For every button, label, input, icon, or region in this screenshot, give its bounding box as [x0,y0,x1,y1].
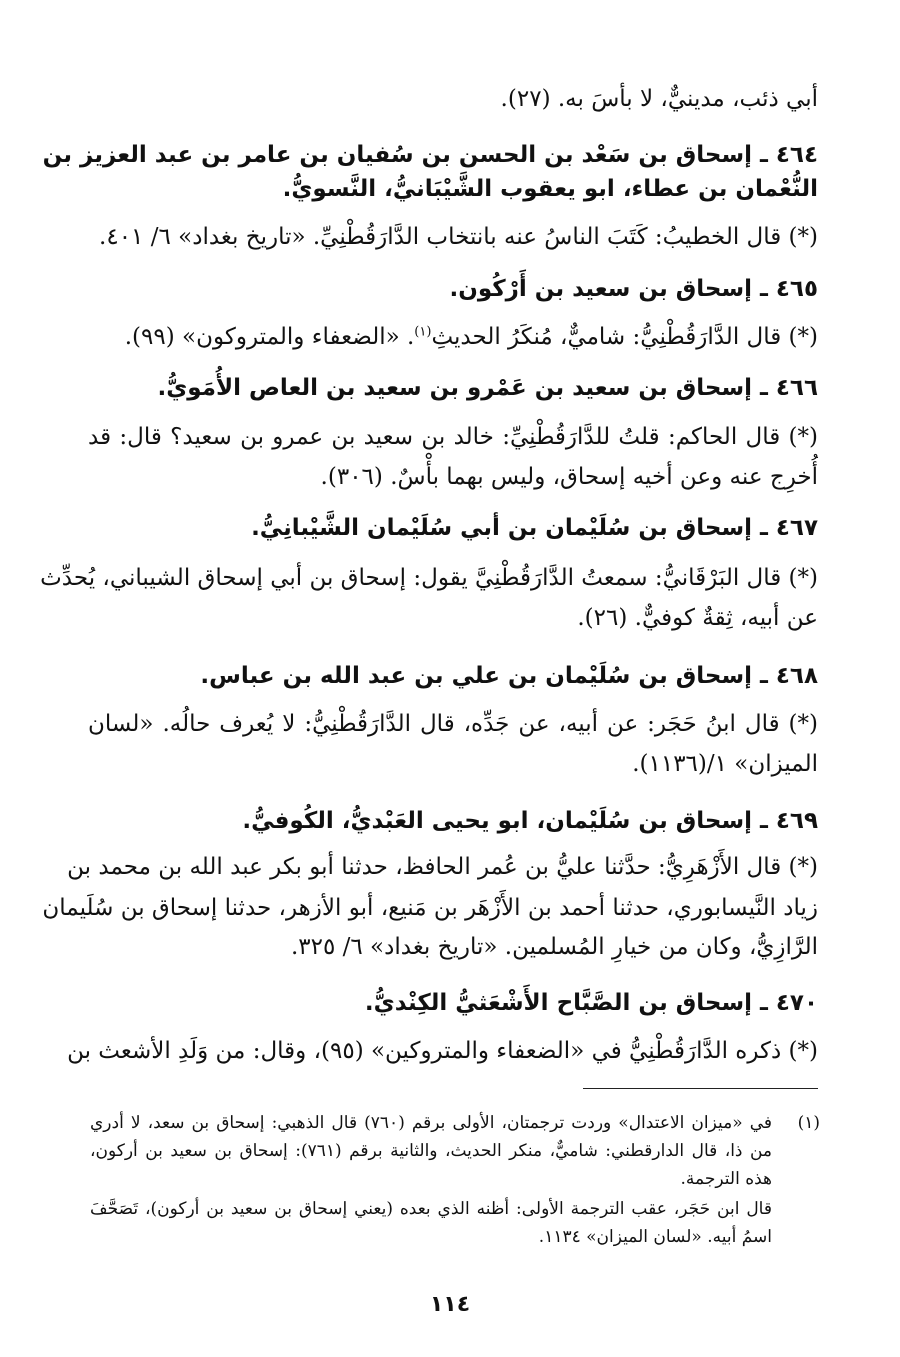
entry-heading-465: ٤٦٥ ـ إسحاق بن سعيد بن أَرْكُون. [449,276,818,302]
text-line: أُخرِج عنه وعن أخيه إسحاق، وليس بهما بأْسٌ. (٣٠٦). [320,464,818,490]
text-segment: (*) قال الدَّارَقُطْنِيُّ: شاميٌّ، مُنكَرُ الحديثِ [431,324,818,350]
text-line: الرَّازِيُّ، وكان من خيارِ المُسلمين. «تاريخ بغداد» ٦/ ٣٢٥. [290,934,818,960]
entry-heading-466: ٤٦٦ ـ إسحاق بن سعيد بن عَمْرو بن سعيد بن العاص الأُمَويُّ. [157,375,818,401]
text-line: (*) ذكره الدَّارَقُطْنِيُّ في «الضعفاء والمتروكين» (٩٥)، وقال: من وَلَدِ الأشعث بن [67,1038,818,1064]
page-number: ١١٤ [429,1292,471,1317]
footnote-line: في «ميزان الاعتدال» وردت ترجمتان، الأولى برقم (٧٦٠) قال الذهبي: إسحاق بن سعد، لا أدري [90,1113,773,1133]
footnote-line: من ذا، قال الدارقطني: شاميٌّ، منكر الحديث، والثانية برقم (٧٦١): إسحاق بن سعيد بن أركون، [90,1141,772,1161]
entry-heading-467: ٤٦٧ ـ إسحاق بن سُلَيْمان بن أبي سُلَيْمان الشَّيْبانِيُّ. [251,515,818,541]
footnote-marker[interactable]: (١) [414,324,432,340]
entry-heading-469: ٤٦٩ ـ إسحاق بن سُلَيْمان، ابو يحيى العَبْديُّ، الكُوفيُّ. [242,808,818,834]
footnote-line: قال ابن حَجَر، عقب الترجمة الأولى: أظنه الذي بعده (يعني إسحاق بن سعيد بن أركون)، تَصَحَّفَ [90,1199,772,1219]
entry-heading-464: ٤٦٤ ـ إسحاق بن سَعْد بن الحسن بن سُفيان بن عامر بن عبد العزيز بن [42,142,818,168]
text-line-465 [88,322,818,352]
text-line: زياد النَّيسابوري، حدثنا أحمد بن الأَزْهَر بن مَنيع، أبو الأزهر، حدثنا إسحاق بن سُلَيمان [42,895,818,921]
text-line: (*) قال الأَزْهَرِيُّ: حدَّثنا عليُّ بن عُمر الحافظ، حدثنا أبو بكر عبد الله بن محمد بن [67,854,818,880]
entry-heading-470: ٤٧٠ ـ إسحاق بن الصَّبَّاح الأَشْعَثيُّ الكِنْديُّ. [364,990,818,1016]
footnote-line: اسمُ أبيه. «لسان الميزان» ١١٣٤. [538,1227,772,1247]
text-line: (*) قال ابنُ حَجَر: عن أبيه، عن جَدِّه، قال الدَّارَقُطْنِيُّ: لا يُعرف حالُه. «لسان [88,711,818,737]
footnote-line: هذه الترجمة. [680,1169,772,1189]
text-line: عن أبيه، ثِقةٌ كوفيٌّ. (٢٦). [577,605,818,631]
footnote-divider [583,1088,818,1089]
text-segment: . «الضعفاء والمتروكون» (٩٩). [124,324,415,350]
footnote-number: (١) [797,1113,820,1133]
text-line: (*) قال الحاكم: قلتُ للدَّارَقُطْنِيِّ: خالد بن سعيد بن عمرو بن سعيد؟ قال: قد [88,424,818,450]
text-line: أبي ذئب، مدينيٌّ، لا بأسَ به. (٢٧). [500,86,818,112]
text-line: الميزان» ١/(١١٣٦). [632,751,818,777]
entry-heading-468: ٤٦٨ ـ إسحاق بن سُلَيْمان بن علي بن عبد الله بن عباس. [200,663,818,689]
entry-heading-464-cont: النُّعْمان بن عطاء، ابو يعقوب الشَّيْبَانيُّ، النَّسويُّ. [282,176,818,202]
text-line: (*) قال البَرْقَانيُّ: سمعتُ الدَّارَقُطْنِيَّ يقول: إسحاق بن أبي إسحاق الشيباني، يُحدِّث [40,565,818,591]
text-line: (*) قال الخطيبُ: كَتَبَ الناسُ عنه بانتخاب الدَّارَقُطْنِيِّ. «تاريخ بغداد» ٦/ ٤٠١. [99,224,818,250]
